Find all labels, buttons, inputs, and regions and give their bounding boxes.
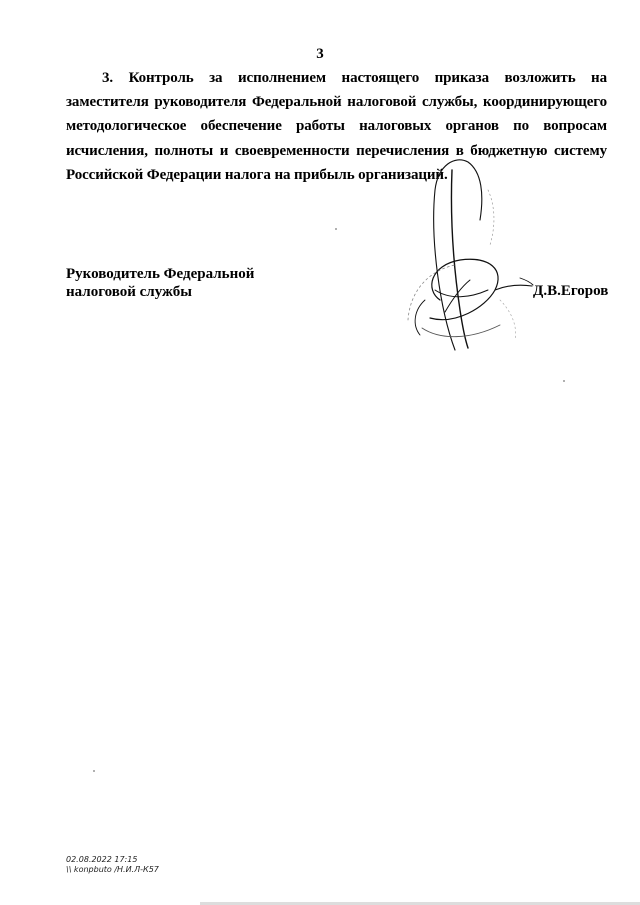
signatory-position (66, 265, 254, 301)
page-number: 3 (316, 46, 324, 62)
footer-file-ref: \\ konpbuto /Н.И.Л-К57 (66, 865, 159, 874)
handwritten-signature (400, 150, 540, 360)
signatory-position-line2: налоговой службы (66, 284, 192, 300)
scan-speck (335, 228, 337, 230)
signatory-position-line1: Руководитель Федеральной (66, 266, 255, 282)
scan-speck (93, 770, 95, 772)
scan-speck (563, 380, 565, 382)
order-paragraph: 3. Контроль за исполнением настоящего приказа возложить на заместителя руководителя Федеральной налоговой службы, координирующего методологическое обеспечение работы налоговых органов по вопросам исчисления, полноты и своевременности перечисления в бюджетную систему Российской Федерации налога на прибыль организаций. (66, 70, 607, 183)
signatory-name: Д.В.Егоров (533, 283, 609, 299)
footer-datetime: 02.08.2022 17:15 (66, 855, 138, 864)
footer-stamp (66, 855, 159, 875)
